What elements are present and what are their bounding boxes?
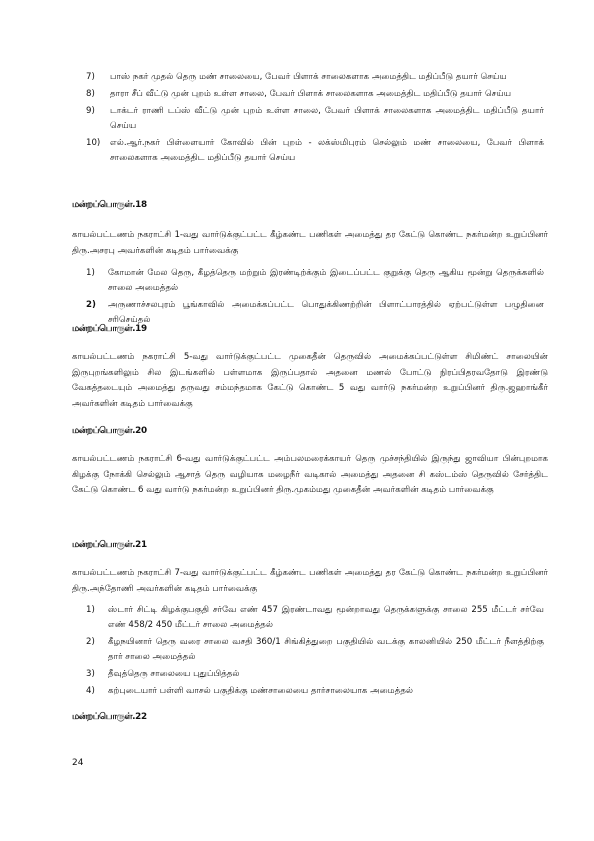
list-item-number: 3)	[86, 669, 95, 679]
list-item	[86, 684, 544, 699]
list-item-number: 1)	[86, 268, 95, 278]
list-item-number: 10)	[86, 138, 101, 148]
section-19-paragraph: காயல்பட்டணம் நகராட்சி 5-வது வார்டுக்குட்பட்ட முகைதீன் தெருவில் அமைக்கப்பட்டுள்ள சிமிண்ட் சாலையின் இருபுறங்களிலும் சில இடங்களில் பள்ளமாக இருப்பதால் அதனை மணல் போட்டு நிரப்பிதரவதோடு இரண்டு வேகத்தடையும் அமைத்து தருவது சம்மந்தமாக கேட்டு கொண்ட 5 வது வார்டு நகர்மன்ற உறுப்பினர் திரு.ஜஹாங்கீர் அவர்களின் கடிதம் பார்வைக்கு	[72, 352, 548, 409]
list-item-text: கற்புடையார் பள்ளி வாசல் பகுதிக்கு மண்சாலையை தார்சாலையாக அமைத்தல்	[108, 686, 414, 696]
list-item	[86, 603, 544, 633]
list-item	[86, 136, 544, 166]
section-18-paragraph: காயல்பட்டணம் நகராட்சி 1-வது வார்டுக்குட்பட்ட கீழ்கண்ட பணிகள் அமைத்து தர கேட்டு கொண்ட நகர்மன்ற உறுப்பினர் திரு.அசரபு அவர்களின் கடிதம் பார்வைக்கு	[72, 230, 548, 256]
list-item-text: கீழநயினார் தெரு வரை சாலை வசதி 360/1 சிங்கித்துறை பகுதியில் வடக்கு காலனியில் 250 மீட்டர் நீளத்திற்கு தார் சாலை அமைத்தல்	[108, 637, 544, 662]
list-item-text: அருணாச்சலபுரம் பூங்காவில் அமைக்கப்பட்ட பொதுக்கிணற்றின் பிளாட்பாரத்தில் ஏற்பட்டுள்ள பழுதினை சரிசெய்தல்	[108, 300, 544, 325]
continued-work-list	[86, 70, 544, 168]
list-item-text: தீவுத்தெரு சாலையை புதுப்பித்தல்	[108, 669, 240, 679]
list-item-text: எல்.ஆர்.நகர் பிள்ளையார் கோவில் பின் புறம் - லக்ஸ்மிபுரம் செல்லும் மண் சாலையை, பேவர் பிளாக் சாலைகளாக அமைத்திட மதிப்பீடு தயார் செய்ய	[110, 138, 544, 163]
page-number: 24	[72, 758, 84, 768]
section-21-paragraph: காயல்பட்டணம் நகராட்சி 7-வது வார்டுக்குட்பட்ட கீழ்கண்ட பணிகள் அமைத்து தர கேட்டு கொண்ட நகர்மன்ற உறுப்பினர் திரு.அந்தோணி அவர்களின் கடிதம் பார்வைக்கு	[72, 568, 548, 594]
section-20-heading: மன்றப்பொருள்.20	[72, 426, 147, 436]
section-19-heading: மன்றப்பொருள்.19	[72, 324, 147, 334]
section-18-list	[86, 266, 544, 330]
list-item-number: 2)	[86, 300, 96, 310]
section-21-heading: மன்றப்பொருள்.21	[72, 540, 147, 550]
list-item-text: டாக்டர் ராணி டப்ஸ் வீட்டு முன் புறம் உள்ள சாலை, பேவர் பிளாக் சாலைகளாக அமைத்திட மதிப்பீடு தயார் செய்ய	[110, 106, 544, 131]
list-item-number: 2)	[86, 637, 95, 647]
list-item-number: 7)	[86, 72, 95, 82]
list-item	[86, 266, 544, 296]
list-item-number: 1)	[86, 605, 95, 615]
list-item	[86, 87, 544, 102]
section-21-list	[86, 603, 544, 701]
list-item-number: 4)	[86, 686, 95, 696]
section-20-paragraph: காயல்பட்டணம் நகராட்சி 6-வது வார்டுக்குட்பட்ட அம்பலமரைக்காயர் தெரு முச்சந்தியில் இருந்து ஜாவியா பின்புறமாக கிழக்கு நோக்கி செல்லும் ஆசாத் தெரு வழியாக மழைநீர் வடிகால் அமைத்து அதனை சி கஸ்டம்ஸ் தெருவில் சேர்த்திட கேட்டு கொண்ட 6 வது வார்டு நகர்மன்ற உறுப்பினர் திரு.முகம்மது முகைதீன் அவர்களின் கடிதம் பார்வைக்கு	[72, 454, 548, 495]
list-item-number: 9)	[86, 106, 95, 116]
list-item	[86, 70, 544, 85]
list-item-number: 8)	[86, 89, 95, 99]
list-item	[86, 667, 544, 682]
list-item	[86, 104, 544, 134]
list-item	[86, 635, 544, 665]
list-item-text: தாரா சீப் வீட்டு முன் புறம் உள்ள சாலை, பேவர் பிளாக் சாலைகளாக அமைத்திட மதிப்பீடு தயார் செய்ய	[110, 89, 512, 99]
section-22-heading: மன்றப்பொருள்.22	[72, 712, 147, 722]
list-item-text: ஸ்டார் சிட்டி கிழக்குபகுதி சர்வே எண் 457 இரண்டாவது மூன்றாவது தெருக்களுக்கு சாலை 255 மீட்டர் சர்வே எண் 458/2 450 மீட்டர் சாலை அமைத்தல்	[108, 605, 544, 630]
section-18-heading: மன்றப்பொருள்.18	[72, 200, 147, 210]
list-item-text: கோமான் மேல தெரு, கீழத்தெரு மற்றும் இரண்டிற்க்கும் இடைப்பட்ட குறுக்கு தெரு ஆகிய மூன்று தெருக்களில் சாலை அமைத்தல்	[108, 268, 544, 293]
list-item	[86, 298, 544, 328]
list-item-text: பாஸ் நகர் முதல் தெரு மண் சாலையை, பேவர் பிளாக் சாலைகளாக அமைத்திட மதிப்பீடு தயார் செய்ய	[110, 72, 507, 82]
